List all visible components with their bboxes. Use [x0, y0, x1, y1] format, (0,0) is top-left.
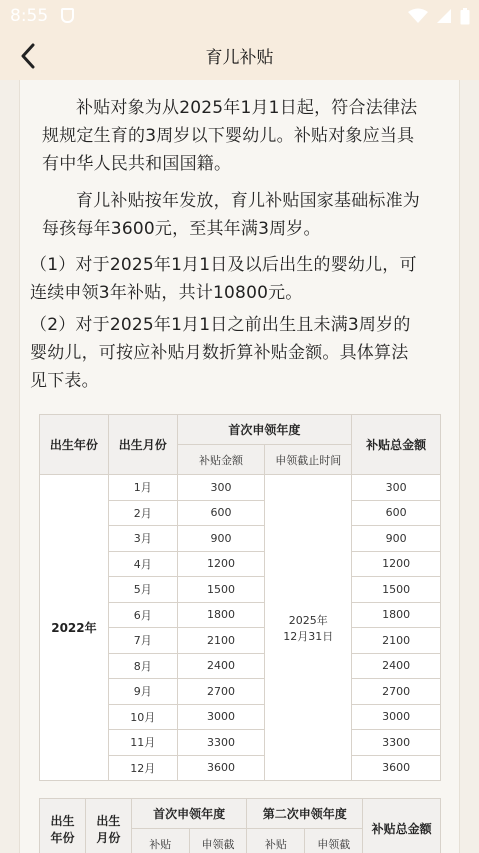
header-birth-month: 出生月份 — [108, 415, 177, 475]
total-cell: 600 — [352, 500, 441, 526]
app-bar — [0, 33, 479, 80]
header-deadline: 申领截止时间 — [265, 445, 352, 475]
subsidy-table-2022 — [39, 414, 441, 781]
paragraph-line: 每孩每年3600元，至其年满3周岁。 — [42, 219, 321, 239]
month-cell: 5月 — [108, 577, 177, 603]
header-total: 补贴总金额 — [352, 415, 441, 475]
paragraph-line: 连续申领3年补贴，共计10800元。 — [30, 283, 303, 303]
wifi-icon — [408, 8, 428, 24]
paragraph-line: （2）对于2025年1月1日之前出生且未满3周岁的 — [30, 315, 411, 335]
paragraph-line: 规规定生育的3周岁以下婴幼儿。补贴对象应当具 — [42, 126, 415, 146]
signal-icon — [436, 8, 452, 24]
paragraph-item-2 — [30, 311, 430, 395]
total-cell: 1800 — [352, 602, 441, 628]
birth-year-cell: 2022年 — [40, 475, 109, 781]
header-first-claim-year: 首次申领年度 — [131, 799, 247, 829]
amount-cell: 1200 — [177, 551, 265, 577]
header-deadline-1: 申领截 — [189, 829, 247, 853]
amount-cell: 900 — [177, 526, 265, 552]
content-area[interactable] — [19, 80, 460, 853]
amount-cell: 3600 — [177, 755, 265, 781]
header-second-claim-year: 第二次申领年度 — [247, 799, 363, 829]
month-cell: 10月 — [108, 704, 177, 730]
header-birth-month-line: 月份 — [96, 830, 121, 845]
month-cell: 9月 — [108, 679, 177, 705]
deadline-cell — [265, 475, 352, 781]
paragraph-eligibility — [42, 94, 442, 178]
header-birth-month — [85, 799, 131, 853]
amount-cell: 3000 — [177, 704, 265, 730]
paragraph-standard — [42, 187, 442, 243]
subsidy-table-2023 — [39, 798, 441, 853]
month-cell: 1月 — [108, 475, 177, 501]
page-title: 育儿补贴 — [205, 48, 274, 68]
amount-cell: 2100 — [177, 628, 265, 654]
total-cell: 1500 — [352, 577, 441, 603]
header-birth-year — [40, 799, 86, 853]
status-bar — [0, 0, 479, 33]
shield-icon — [61, 8, 74, 23]
month-cell: 11月 — [108, 730, 177, 756]
amount-cell: 300 — [177, 475, 265, 501]
paragraph-line: 婴幼儿，可按应补贴月数折算补贴金额。具体算法 — [30, 343, 409, 363]
total-cell: 3600 — [352, 755, 441, 781]
header-subsidy-2: 补贴 — [247, 829, 305, 853]
header-total: 补贴总金额 — [363, 799, 441, 853]
table-row — [40, 475, 441, 501]
deadline-line: 2025年 — [288, 613, 328, 627]
total-cell: 300 — [352, 475, 441, 501]
total-cell: 2100 — [352, 628, 441, 654]
month-cell: 2月 — [108, 500, 177, 526]
amount-cell: 2400 — [177, 653, 265, 679]
header-subsidy-amount: 补贴金额 — [177, 445, 265, 475]
paragraph-line: 育儿补贴按年发放，育儿补贴国家基础标准为 — [76, 191, 420, 211]
paragraph-line: （1）对于2025年1月1日及以后出生的婴幼儿，可 — [30, 255, 417, 275]
paragraph-line: 有中华人民共和国国籍。 — [42, 154, 232, 174]
header-birth-year: 出生年份 — [40, 415, 109, 475]
header-deadline-2: 申领截 — [305, 829, 363, 853]
header-birth-year-line: 年份 — [50, 830, 75, 845]
total-cell: 1200 — [352, 551, 441, 577]
total-cell: 2700 — [352, 679, 441, 705]
month-cell: 12月 — [108, 755, 177, 781]
battery-icon — [460, 8, 470, 25]
month-cell: 6月 — [108, 602, 177, 628]
total-cell: 3000 — [352, 704, 441, 730]
status-time: 8:55 — [10, 6, 49, 26]
amount-cell: 1800 — [177, 602, 265, 628]
month-cell: 4月 — [108, 551, 177, 577]
paragraph-item-1 — [30, 251, 430, 307]
paragraph-line: 补贴对象为从2025年1月1日起，符合法律法 — [76, 98, 418, 118]
total-cell: 900 — [352, 526, 441, 552]
header-birth-year-line: 出生 — [50, 813, 75, 828]
amount-cell: 3300 — [177, 730, 265, 756]
deadline-line: 12月31日 — [283, 629, 334, 643]
amount-cell: 2700 — [177, 679, 265, 705]
header-birth-month-line: 出生 — [96, 813, 121, 828]
total-cell: 3300 — [352, 730, 441, 756]
header-first-claim-year: 首次申领年度 — [177, 415, 352, 445]
month-cell: 3月 — [108, 526, 177, 552]
month-cell: 8月 — [108, 653, 177, 679]
amount-cell: 1500 — [177, 577, 265, 603]
status-icons — [408, 7, 470, 25]
month-cell: 7月 — [108, 628, 177, 654]
total-cell: 2400 — [352, 653, 441, 679]
paragraph-line: 见下表。 — [30, 371, 99, 391]
header-subsidy-1: 补贴 — [131, 829, 189, 853]
amount-cell: 600 — [177, 500, 265, 526]
